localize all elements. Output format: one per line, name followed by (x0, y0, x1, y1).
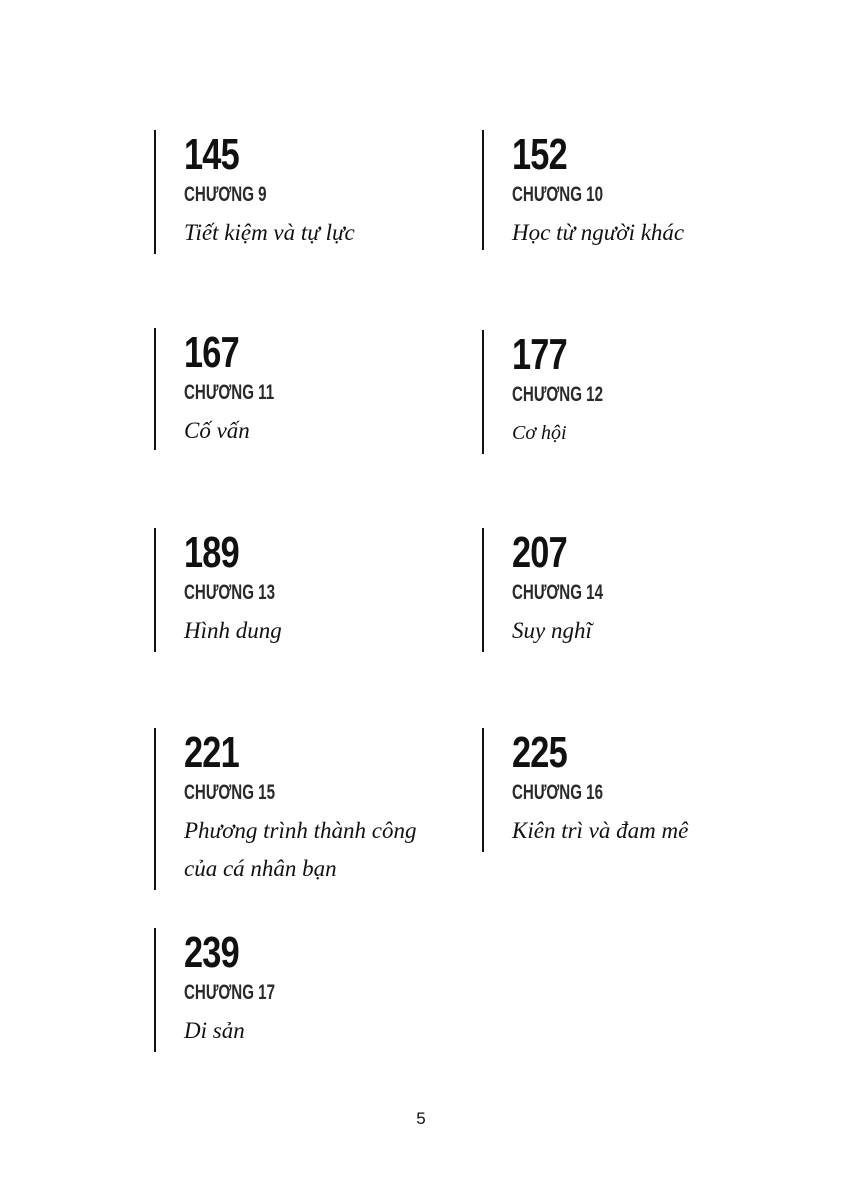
toc-chapter-title: Học từ người khác (512, 220, 685, 245)
toc-page-number: 221 (184, 728, 239, 777)
toc-page-number: 167 (184, 328, 239, 377)
toc-chapter-label: CHƯƠNG 13 (184, 581, 275, 604)
toc-entry-chapter-13[interactable] (154, 528, 474, 652)
toc-page-number: 145 (184, 130, 239, 179)
toc-chapter-title: Phương trình thành công của cá nhân bạn (184, 818, 417, 881)
toc-chapter-title: Hình dung (184, 618, 282, 643)
toc-chapter-label: CHƯƠNG 17 (184, 981, 275, 1004)
toc-chapter-title: Cơ hội (512, 422, 567, 444)
toc-page-number: 177 (512, 330, 567, 379)
toc-chapter-title: Kiên trì và đam mê (512, 818, 689, 843)
toc-entry-chapter-15[interactable] (154, 728, 474, 890)
toc-chapter-title: Suy nghĩ (512, 618, 592, 643)
toc-chapter-title: Tiết kiệm và tự lực (184, 220, 355, 245)
toc-chapter-label: CHƯƠNG 14 (512, 581, 603, 604)
toc-chapter-label: CHƯƠNG 10 (512, 183, 603, 206)
page-number-footer: 5 (416, 1109, 426, 1128)
toc-chapter-label: CHƯƠNG 9 (184, 183, 267, 206)
toc-page-number: 239 (184, 928, 239, 977)
toc-entry-chapter-17[interactable] (154, 928, 474, 1052)
toc-chapter-label: CHƯƠNG 16 (512, 781, 603, 804)
toc-chapter-title: Cố vấn (184, 418, 250, 443)
toc-entry-chapter-14[interactable] (482, 528, 802, 652)
toc-page-number: 225 (512, 728, 567, 777)
toc-entry-chapter-9[interactable] (154, 130, 474, 254)
toc-entry-chapter-10[interactable] (482, 130, 802, 250)
toc-entry-chapter-11[interactable] (154, 328, 474, 450)
toc-chapter-label: CHƯƠNG 15 (184, 781, 275, 804)
toc-page-number: 152 (512, 130, 567, 179)
toc-entry-chapter-12[interactable] (482, 330, 802, 454)
toc-entry-chapter-16[interactable] (482, 728, 802, 852)
toc-chapter-title: Di sản (184, 1018, 245, 1043)
toc-page-number: 189 (184, 528, 239, 577)
toc-chapter-label: CHƯƠNG 11 (184, 381, 275, 404)
toc-page-number: 207 (512, 528, 567, 577)
toc-chapter-label: CHƯƠNG 12 (512, 383, 603, 406)
